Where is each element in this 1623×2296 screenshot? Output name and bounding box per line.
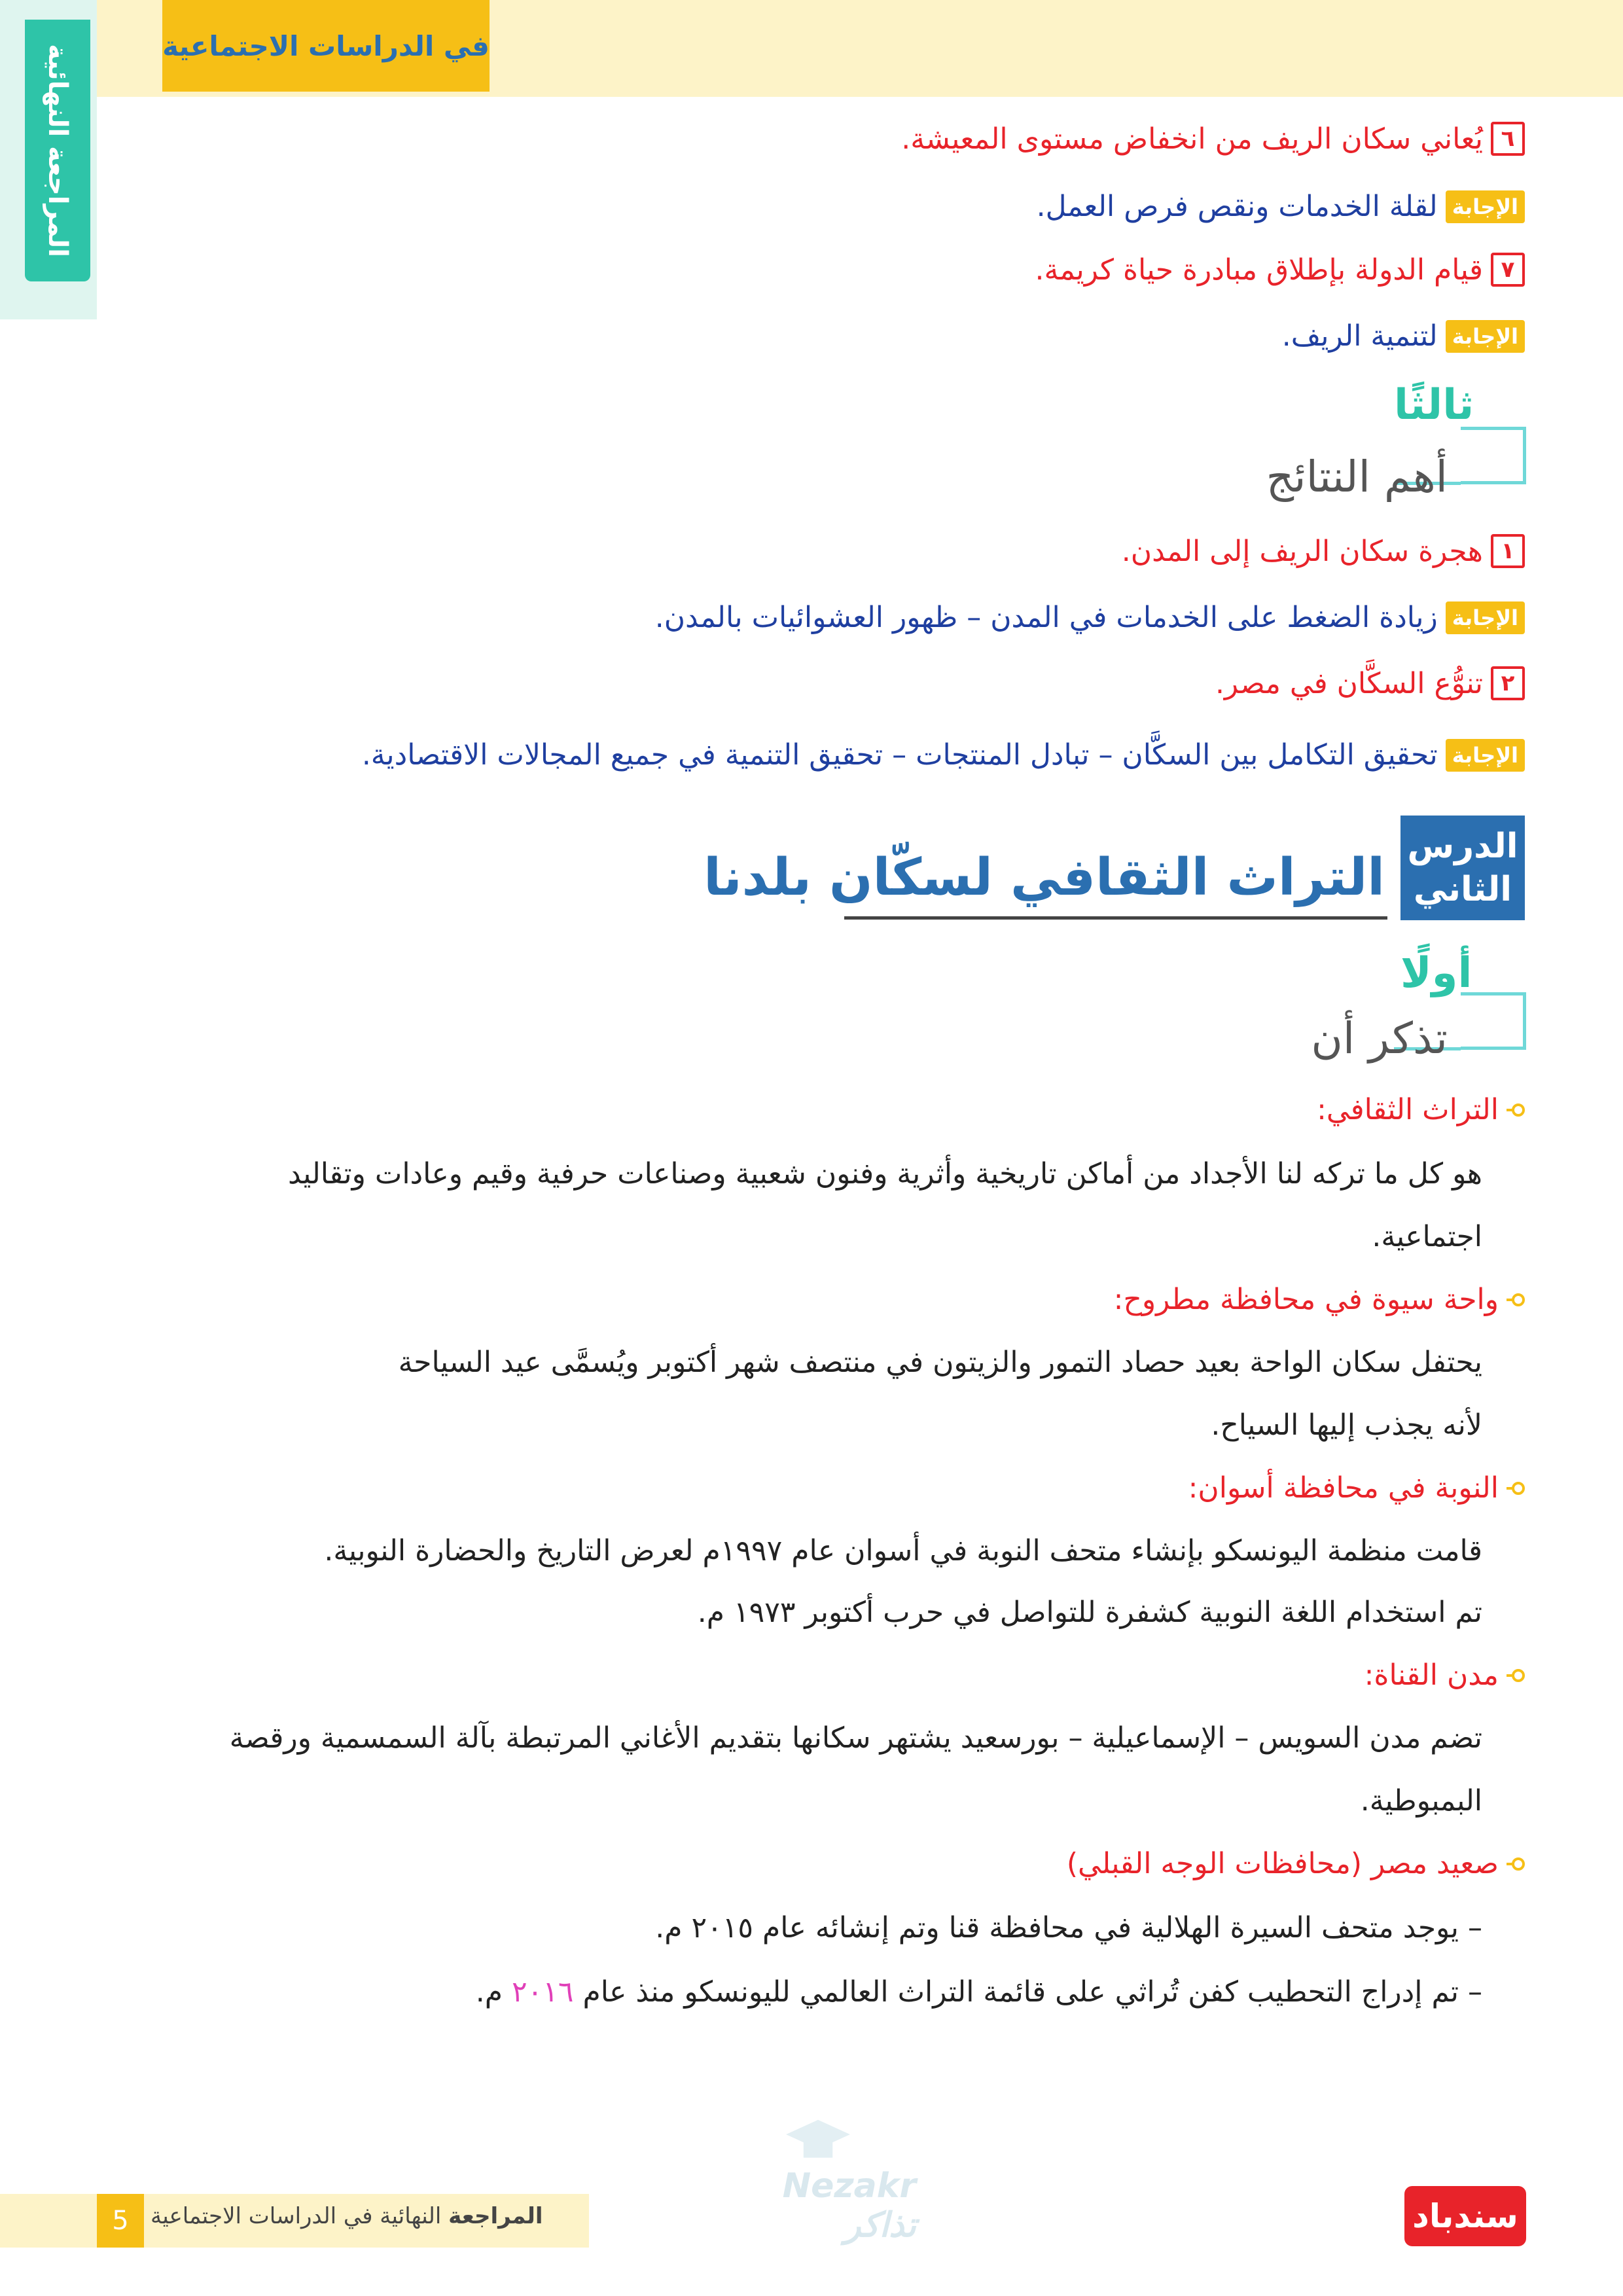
bullet-heading-row (1317, 1093, 1525, 1126)
bullet-icon (1507, 1666, 1525, 1685)
bullet-heading: النوبة في محافظة أسوان: (1188, 1471, 1499, 1505)
question-number: ٦ (1491, 122, 1525, 156)
answer-badge: الإجابة (1446, 190, 1525, 223)
footer-title (151, 2203, 543, 2229)
publisher-logo: سندباد (1404, 2186, 1526, 2246)
question-text: تنوُّع السكَّان في مصر. (1215, 666, 1483, 700)
answer-text: لقلة الخدمات ونقص فرص العمل. (1036, 190, 1438, 223)
lesson-box-line1: الدرس (1407, 827, 1518, 866)
body-line: البمبوطية. (1360, 1784, 1482, 1818)
question-text: يُعاني سكان الريف من انخفاض مستوى المعيشة. (901, 122, 1483, 156)
bullet-heading-row (1067, 1847, 1525, 1880)
question-row (1215, 666, 1525, 700)
section-title: أهم النتائج (1266, 452, 1448, 502)
body-line: تم استخدام اللغة النوبية كشفرة للتواصل في حرب أكتوبر ١٩٧٣ م. (697, 1596, 1482, 1629)
answer-text: تحقيق التكامل بين السكَّان – تبادل المنتجات – تحقيق التنمية في جميع المجالات الاقتصادية. (361, 738, 1438, 772)
bullet-icon (1507, 1855, 1525, 1873)
watermark-logo (720, 2114, 916, 2245)
question-number: ٧ (1491, 253, 1525, 287)
watermark-text: Nezakr تذاكر (782, 2166, 916, 2245)
section-title: تذكر أن (1311, 1013, 1448, 1064)
answer-text: زيادة الضغط على الخدمات في المدن – ظهور العشوائيات بالمدن. (654, 601, 1438, 634)
bullet-icon (1507, 1101, 1525, 1119)
section-label: أولًا (1400, 949, 1472, 997)
body-line: يحتفل سكان الواحة بعيد حصاد التمور والزيتون في منتصف شهر أكتوبر ويُسمَّى عيد السياحة (398, 1346, 1482, 1379)
question-text: قيام الدولة بإطلاق مبادرة حياة كريمة. (1035, 253, 1483, 287)
side-brand-label: المراجعة النهائية (42, 44, 73, 257)
bullet-heading: واحة سيوة في محافظة مطروح: (1113, 1283, 1499, 1316)
body-line: هو كل ما تركه لنا الأجداد من أماكن تاريخية وأثرية وفنون شعبية وصناعات حرفية وقيم وعادات وتقاليد (287, 1157, 1482, 1191)
body-line: قامت منظمة اليونسكو بإنشاء متحف النوبة في أسوان عام ١٩٩٧م لعرض التاريخ والحضارة النوبية. (324, 1534, 1482, 1568)
lesson-number-box (1400, 816, 1525, 920)
answer-row (362, 738, 1525, 772)
answer-row (1037, 190, 1525, 223)
lesson-box-line2: الثاني (1413, 870, 1512, 909)
bullet-heading-row (1188, 1471, 1525, 1505)
highlight-year: ٢٠١٦ (511, 1975, 574, 2009)
section-bracket (1461, 992, 1526, 1050)
lesson-title: التراث الثقافي لسكّان بلدنا (704, 848, 1385, 907)
answer-badge: الإجابة (1446, 320, 1525, 353)
bullet-icon (1507, 1479, 1525, 1498)
answer-row (1282, 319, 1525, 353)
question-number: ١ (1491, 534, 1525, 568)
section-bracket (1461, 427, 1526, 484)
bullet-heading: التراث الثقافي: (1317, 1093, 1499, 1126)
header-tab: في الدراسات الاجتماعية (162, 0, 490, 92)
side-brand (25, 20, 90, 281)
lesson-underline (844, 916, 1387, 920)
question-row (901, 122, 1525, 156)
footer-title-bold: المراجعة (448, 2203, 543, 2229)
question-text: هجرة سكان الريف إلى المدن. (1121, 534, 1483, 568)
answer-badge: الإجابة (1446, 739, 1525, 772)
body-line: – يوجد متحف السيرة الهلالية في محافظة قنا وتم إنشائه عام ٢٠١٥ م. (655, 1911, 1482, 1945)
body-line-end: م. (475, 1975, 503, 2009)
section-label: ثالثًا (1394, 381, 1474, 429)
body-line-with-year (476, 1975, 1482, 2009)
answer-text: لتنمية الريف. (1281, 319, 1438, 353)
page-number: 5 (97, 2194, 144, 2248)
footer-title-rest: النهائية في الدراسات الاجتماعية (151, 2203, 442, 2229)
bullet-heading-row (1114, 1283, 1525, 1316)
body-line-start: – تم إدراج التحطيب كفن تُراثي على قائمة التراث العالمي لليونسكو منذ عام (582, 1975, 1482, 2009)
bullet-heading: مدن القناة: (1364, 1659, 1499, 1692)
bullet-heading-row (1364, 1659, 1525, 1692)
body-line: تضم مدن السويس – الإسماعيلية – بورسعيد يشتهر سكانها بتقديم الأغاني المرتبطة بآلة السمسمية ورقصة (229, 1721, 1482, 1755)
bullet-heading: صعيد مصر (محافظات الوجه القبلي) (1066, 1847, 1499, 1880)
graduation-cap-icon (779, 2114, 857, 2166)
body-line: لأنه يجذب إليها السياح. (1211, 1408, 1482, 1442)
answer-row (655, 601, 1525, 634)
bullet-icon (1507, 1291, 1525, 1309)
question-row (1035, 253, 1525, 287)
question-number: ٢ (1491, 666, 1525, 700)
question-row (1122, 534, 1525, 568)
body-line: اجتماعية. (1372, 1220, 1482, 1253)
answer-badge: الإجابة (1446, 601, 1525, 634)
